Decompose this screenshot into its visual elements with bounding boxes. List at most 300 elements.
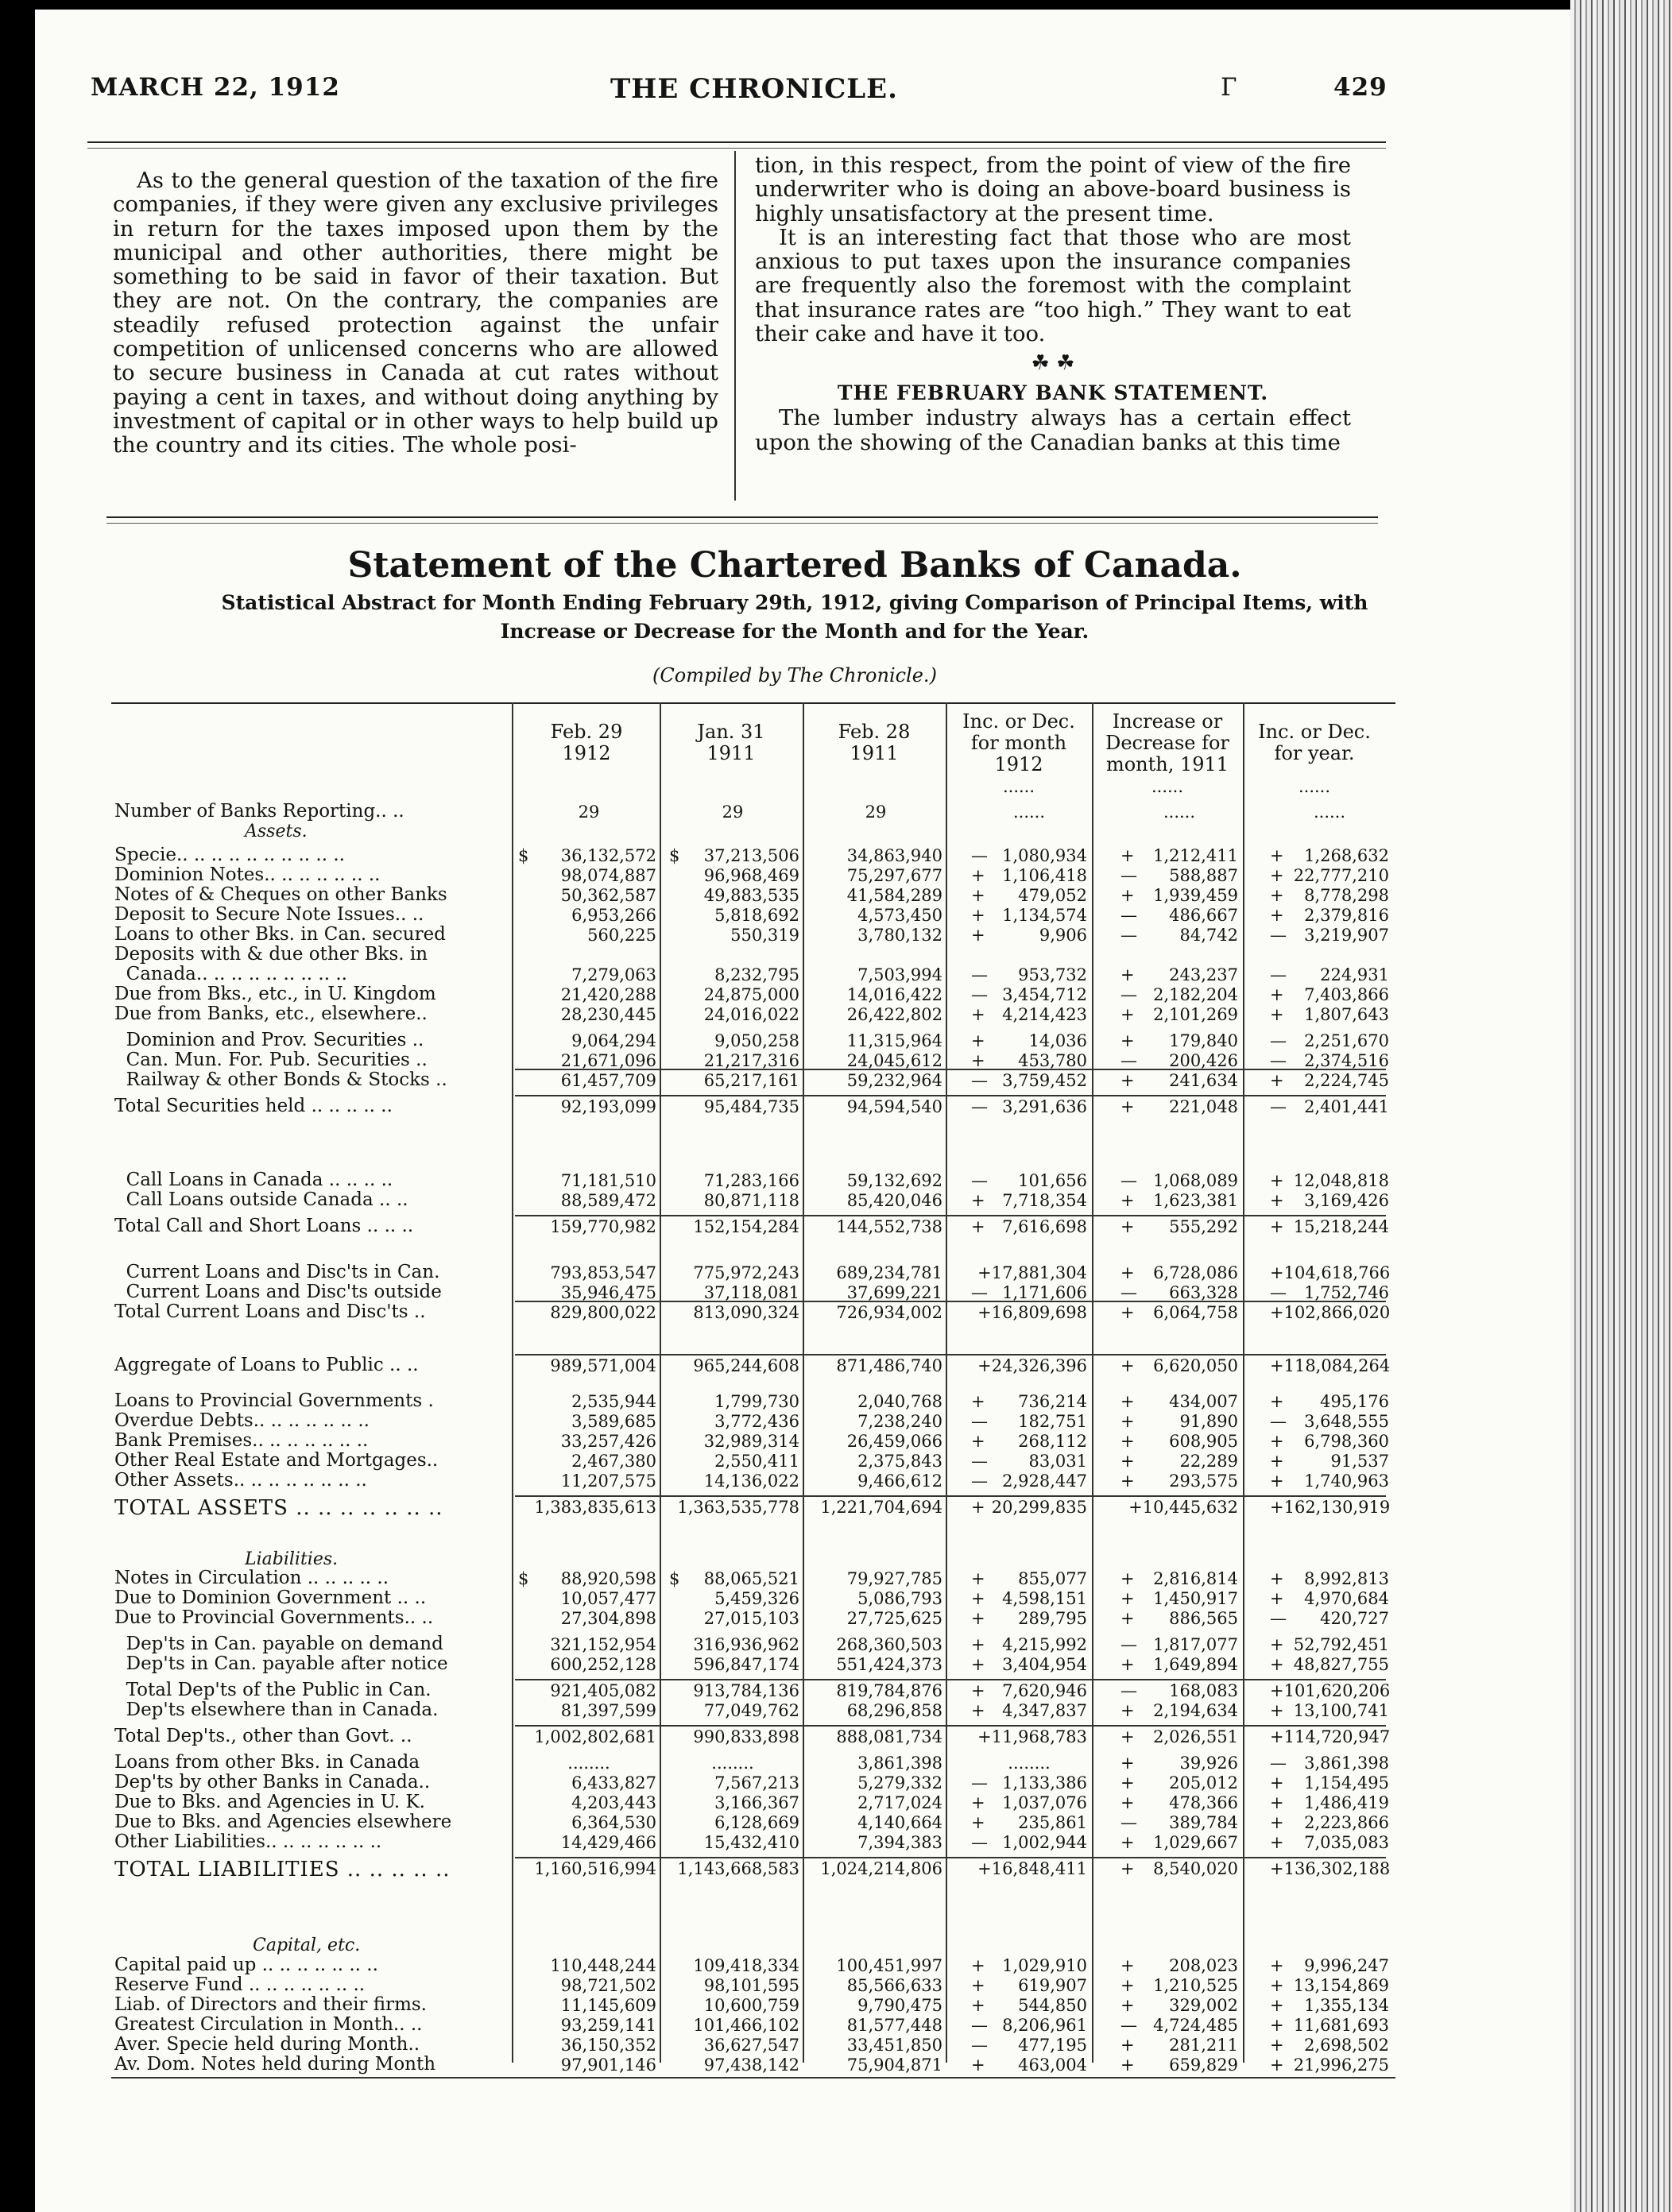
table-cell: 11,315,964 [846,1031,942,1050]
table-cell: — 1,068,089 [1120,1171,1238,1190]
table-cell: 6,953,266 [571,906,656,925]
table-cell: — 420,727 [1270,1609,1389,1628]
table-cell: + 21,996,275 [1270,2055,1389,2075]
table-cell: + 3,404,954 [971,1655,1087,1674]
section-label-capital: Capital, etc. [253,1936,361,1955]
table-cell: 4,203,443 [571,1793,656,1812]
table-cell: + 268,112 [971,1432,1087,1451]
header-dots: ...... [1298,777,1331,796]
table-cell: — 2,374,516 [1270,1051,1389,1070]
table-cell: 26,422,802 [846,1005,942,1024]
table-cell: 94,594,540 [846,1097,942,1116]
column-header-line: for month [970,731,1067,754]
column-rule [1092,702,1093,2063]
table-cell: 93,259,141 [560,2016,656,2035]
table-cell: 21,420,288 [560,985,656,1004]
table-cell: 6,433,827 [571,1773,656,1792]
row-label: Call Loans outside Canada .. .. [114,1189,408,1210]
table-cell: 913,784,136 [693,1681,799,1700]
table-cell: ........ [567,1754,610,1773]
table-cell: — 3,219,907 [1270,926,1389,945]
column-header-line: Feb. 29 [550,721,623,743]
table-cell: + 659,829 [1120,2055,1238,2075]
row-label: Current Loans and Disc'ts in Can. [114,1262,440,1282]
table-cell: + 8,778,298 [1270,886,1389,905]
table-cell: ........ [711,1754,754,1773]
table-cell: +102,866,020 [1270,1303,1391,1322]
row-label: Deposit to Secure Note Issues.. .. [114,904,424,925]
table-cell: 61,457,709 [560,1071,656,1090]
table-cell: 36,150,352 [560,2036,656,2055]
table-cell: — 4,724,485 [1120,2016,1238,2035]
table-cell: — 3,759,452 [971,1071,1087,1090]
dollar-sign: $ [518,846,529,865]
table-cell: 7,567,213 [714,1773,799,1792]
table-cell: 85,420,046 [846,1191,942,1210]
section-label-assets: Assets. [245,822,308,841]
table-cell: 551,424,373 [836,1655,942,1674]
table-cell: — 2,251,670 [1270,1031,1389,1050]
table-cell: + 22,289 [1120,1452,1238,1471]
column-header-line: 1912 [994,752,1043,775]
table-cell: 28,230,445 [560,1005,656,1024]
column-header-line: Inc. or Dec. [962,710,1075,733]
table-cell: + 4,215,992 [971,1635,1087,1654]
table-cell: 100,451,997 [836,1956,942,1975]
column-rule [512,702,513,2063]
table-cell: 9,466,612 [857,1471,942,1491]
table-cell: 97,438,142 [703,2055,799,2075]
table-cell: + 241,634 [1120,1071,1238,1090]
table-cell: + 1,450,917 [1120,1589,1238,1608]
row-label: Can. Mun. For. Pub. Securities .. [114,1050,428,1070]
table-cell: 77,049,762 [703,1701,799,1720]
table-cell: + 329,002 [1120,1996,1238,2015]
table-cell: — 2,182,204 [1120,985,1238,1004]
table-cell: 15,432,410 [703,1833,799,1852]
row-label: Total Dep'ts of the Public in Can. [114,1680,432,1700]
row-label: Call Loans in Canada .. .. .. .. [114,1170,393,1190]
table-cell: 7,238,240 [857,1412,942,1431]
column-header-month-change-1911 [1093,702,1241,783]
column-header-line: for year. [1274,742,1355,764]
table-cell: 14,136,022 [703,1471,799,1491]
table-cell: + 1,623,381 [1120,1191,1238,1210]
table-cell: + 1,939,459 [1120,886,1238,905]
column-rule [660,702,661,2063]
table-cell: — 1,133,386 [971,1773,1087,1792]
table-cell: + 4,970,684 [1270,1589,1389,1608]
row-label: Deposits with & due other Bks. in [114,944,428,965]
row-label: Due to Bks. and Agencies in U. K. [114,1792,425,1812]
row-label: Total Securities held .. .. .. .. .. [114,1096,393,1116]
table-cell: 26,459,066 [846,1432,942,1451]
table-cell: + 8,540,020 [1120,1859,1238,1878]
table-cell: 37,213,506 [703,846,799,865]
table-cell: 29 [722,802,744,822]
table-cell: 2,375,843 [857,1452,942,1471]
table-cell: 1,002,802,681 [534,1727,656,1746]
table-cell: 9,050,258 [714,1031,799,1050]
table-cell: + 2,816,814 [1120,1569,1238,1588]
table-cell: 110,448,244 [550,1956,656,1975]
column-header-line: 1912 [562,742,611,764]
table-cell: + 1,029,667 [1120,1833,1238,1852]
table-cell: 560,225 [587,926,656,945]
table-cell: + 2,224,745 [1270,1071,1389,1090]
table-cell: 2,535,944 [571,1392,656,1411]
table-cell: 965,244,608 [693,1356,799,1375]
table-cell: 10,057,477 [560,1589,656,1608]
book-page-edges [1570,0,1672,2212]
dollar-sign: $ [518,1569,529,1588]
table-cell: + 13,100,741 [1270,1701,1389,1720]
row-label: Dep'ts in Can. payable on demand [114,1634,443,1654]
table-cell: 27,304,898 [560,1609,656,1628]
table-cell: 1,143,668,583 [677,1859,799,1878]
table-cell: 10,600,759 [703,1996,799,2015]
row-label: Dominion Notes.. .. .. .. .. .. .. [114,864,381,885]
table-cell: 50,362,587 [560,886,656,905]
table-cell: 97,901,146 [560,2055,656,2075]
table-cell: — 588,887 [1120,866,1238,885]
article-right-column [755,153,1351,454]
table-cell: 65,217,161 [703,1071,799,1090]
table-cell: 7,394,383 [857,1833,942,1852]
table-cell: ...... [1313,802,1346,822]
table-cell: + 855,077 [971,1569,1087,1588]
table-cell: + 6,728,086 [1120,1263,1238,1282]
table-cell: +24,326,396 [977,1356,1087,1375]
table-cell: — 83,031 [971,1452,1087,1471]
page-number: 429 [1333,73,1388,102]
article-left-paragraph: As to the general question of the taxation of the fire companies, if they were given any exclusive privileges in return for the taxes imposed upon them by the municipal and other authorities, there might be something to be said in favor of their taxation. But they are not. On the contrary, the companies are steadily refused protection against the unfair competition of unlicensed concerns who are allowed to secure business in Canada at cut rates without paying a cent in taxes, and without doing anything by investment of capital or in other ways to help build up the country and its cities. The whole posi- [113,168,718,458]
compiled-by-note: (Compiled by The Chronicle.) [652,664,937,686]
table-cell: 21,671,096 [560,1051,656,1070]
table-cell: 49,883,535 [703,886,799,905]
table-cell: — 3,291,636 [971,1097,1087,1116]
table-cell: 2,717,024 [857,1793,942,1812]
table-cell: + 555,292 [1120,1217,1238,1236]
row-label: Other Assets.. .. .. .. .. .. .. .. [114,1470,367,1491]
table-cell: 88,920,598 [560,1569,656,1588]
table-cell: + 52,792,451 [1270,1635,1389,1654]
table-cell: 80,871,118 [703,1191,799,1210]
table-cell: + 4,214,423 [971,1005,1087,1024]
table-cell: 5,279,332 [857,1773,942,1792]
table-cell: + 479,052 [971,886,1087,905]
table-cell: 7,503,994 [857,965,942,984]
table-cell: + 20,299,835 [971,1498,1087,1517]
row-label: Notes of & Cheques on other Banks [114,884,447,905]
row-label: Dep'ts by other Banks in Canada.. [114,1772,431,1792]
table-cell: — 1,817,077 [1120,1635,1238,1654]
table-cell: + 15,218,244 [1270,1217,1389,1236]
table-cell: 596,847,174 [693,1655,799,1674]
table-cell: + 4,598,151 [971,1589,1087,1608]
issue-date: MARCH 22, 1912 [91,73,340,102]
table-cell: + 1,740,963 [1270,1471,1389,1491]
table-cell: + 6,798,360 [1270,1432,1389,1451]
table-cell: 2,040,768 [857,1392,942,1411]
table-cell: 24,016,022 [703,1005,799,1024]
table-cell: + 1,212,411 [1120,846,1238,865]
table-cell: + 1,807,643 [1270,1005,1389,1024]
table-cell: 81,577,448 [846,2016,942,2035]
table-cell: + 544,850 [971,1996,1087,2015]
table-cell: 14,429,466 [560,1833,656,1852]
table-cell: + 243,237 [1120,965,1238,984]
table-cell: 5,459,326 [714,1589,799,1608]
table-cell: — 84,742 [1120,926,1238,945]
table-cell: 14,016,422 [846,985,942,1004]
table-cell: 109,418,334 [693,1956,799,1975]
header-rule-thin [87,148,1386,149]
table-cell: 29 [865,802,887,822]
table-cell: — 3,454,712 [971,985,1087,1004]
row-label: TOTAL LIABILITIES .. .. .. .. .. [114,1858,451,1881]
column-header-year-change [1244,702,1384,783]
table-cell: — 389,784 [1120,1813,1238,1832]
table-cell: +114,720,947 [1270,1727,1391,1746]
table-cell: 29 [578,802,600,822]
table-cell: 268,360,503 [836,1635,942,1654]
table-cell: 59,132,692 [846,1171,942,1190]
table-cell: +17,881,304 [977,1263,1087,1282]
table-cell: 550,319 [730,926,799,945]
row-label: Total Call and Short Loans .. .. .. [114,1216,414,1236]
header-rule [87,141,1386,143]
table-cell: ........ [1008,1754,1051,1773]
table-cell: 24,875,000 [703,985,799,1004]
subtotal-rule [515,1095,1386,1096]
table-cell: + 91,537 [1270,1452,1389,1471]
row-label: Dep'ts elsewhere than in Canada. [114,1700,439,1720]
table-cell: + 205,012 [1120,1773,1238,1792]
table-title: Statement of the Chartered Banks of Canada. [347,545,1242,586]
table-cell: +118,084,264 [1270,1356,1391,1375]
header-dots: ...... [1151,777,1184,796]
table-cell: +104,618,766 [1270,1263,1391,1282]
row-label: Bank Premises.. .. .. .. .. .. .. [114,1430,369,1451]
dollar-sign: $ [669,846,680,865]
table-cell: + 6,620,050 [1120,1356,1238,1375]
table-cell: — 663,328 [1120,1283,1238,1302]
table-cell: 9,064,294 [571,1031,656,1050]
article-bottom-rule [106,516,1378,518]
table-cell: 34,863,940 [846,846,942,865]
table-cell: 1,363,535,778 [677,1498,799,1517]
table-cell: 3,166,367 [714,1793,799,1812]
column-header-line: Decrease for [1105,731,1229,754]
table-cell: 98,101,595 [703,1976,799,1995]
table-cell: 144,552,738 [836,1217,942,1236]
column-header-line: Jan. 31 [697,721,765,743]
table-cell: 793,853,547 [550,1263,656,1282]
table-cell: 41,584,289 [846,886,942,905]
subtotal-rule [515,1725,1386,1727]
table-cell: 3,780,132 [857,926,942,945]
table-cell: 4,140,664 [857,1813,942,1832]
table-cell: + 2,194,634 [1120,1701,1238,1720]
table-cell: + 1,106,418 [971,866,1087,885]
table-cell: 37,699,221 [846,1283,942,1302]
table-cell: + 7,620,946 [971,1681,1087,1700]
table-cell: 11,207,575 [560,1471,656,1491]
table-cell: + 2,698,502 [1270,2036,1389,2055]
table-cell: 5,086,793 [857,1589,942,1608]
row-label: TOTAL ASSETS .. .. .. .. .. .. .. [114,1496,443,1520]
column-rule [803,702,804,2063]
table-cell: 36,132,572 [560,846,656,865]
row-label: Specie.. .. .. .. .. .. .. .. .. .. [114,845,345,865]
table-cell: 27,725,625 [846,1609,942,1628]
table-cell: + 2,101,269 [1120,1005,1238,1024]
table-cell: +11,968,783 [977,1727,1087,1746]
table-cell: 989,571,004 [550,1356,656,1375]
table-cell: + 1,486,419 [1270,1793,1389,1812]
table-cell: 88,065,521 [703,1569,799,1588]
table-cell: 1,221,704,694 [820,1498,942,1517]
row-label: Aver. Specie held during Month.. [114,2034,420,2055]
column-header-line: 1911 [706,742,756,764]
table-cell: +10,445,632 [1128,1498,1238,1517]
table-cell: 27,015,103 [703,1609,799,1628]
table-cell: 813,090,324 [693,1303,799,1322]
table-cell: 3,589,685 [571,1412,656,1431]
table-cell: 24,045,612 [846,1051,942,1070]
table-cell: + 281,211 [1120,2036,1238,2055]
row-label: Overdue Debts.. .. .. .. .. .. .. [114,1410,370,1431]
dollar-sign: $ [669,1569,680,1588]
table-cell: 101,466,102 [693,2016,799,2035]
row-label: Greatest Circulation in Month.. .. [114,2014,423,2035]
table-cell: — 1,171,606 [971,1283,1087,1302]
row-label: Canada.. .. .. .. .. .. .. .. .. [114,964,347,984]
table-cell: 2,467,380 [571,1452,656,1471]
row-label: Capital paid up .. .. .. .. .. .. .. [114,1955,378,1975]
table-cell: 829,800,022 [550,1303,656,1322]
row-label: Av. Dom. Notes held during Month [114,2054,436,2075]
table-cell: + 6,064,758 [1120,1303,1238,1322]
table-cell: — 1,080,934 [971,846,1087,865]
table-cell: 7,279,063 [571,965,656,984]
table-cell: 1,160,516,994 [534,1859,656,1878]
table-cell: 79,927,785 [846,1569,942,1588]
table-cell: + 235,861 [971,1813,1087,1832]
table-cell: — 953,732 [971,965,1087,984]
table-cell: +136,302,188 [1270,1859,1391,1878]
row-label: Due to Provincial Governments.. .. [114,1607,434,1628]
column-header-line: Increase or [1112,710,1223,733]
table-cell: 59,232,964 [846,1071,942,1090]
table-cell: + 293,575 [1120,1471,1238,1491]
column-rule [1243,702,1244,2063]
table-cell: — 3,648,555 [1270,1412,1389,1431]
table-cell: — 1,002,944 [971,1833,1087,1852]
article-right-paragraph-3: The lumber industry always has a certain effect upon the showing of the Canadian banks at this time [755,405,1351,455]
table-cell: — 200,426 [1120,1051,1238,1070]
column-header-feb-1911 [804,702,944,783]
table-cell: 321,152,954 [550,1635,656,1654]
column-header-line: month, 1911 [1105,752,1229,775]
table-cell: + 4,347,837 [971,1701,1087,1720]
table-cell: + 179,840 [1120,1031,1238,1050]
table-cell: 6,364,530 [571,1813,656,1832]
table-cell: + 1,037,076 [971,1793,1087,1812]
table-cell: 71,283,166 [703,1171,799,1190]
subtotal-rule [515,1679,1386,1680]
table-cell: +16,848,411 [977,1859,1087,1878]
row-label: Railway & other Bonds & Stocks .. [114,1069,447,1090]
table-cell: + 736,214 [971,1392,1087,1411]
table-cell: +101,620,206 [1270,1681,1391,1700]
table-cell: 819,784,876 [836,1681,942,1700]
article-left-column [113,168,718,458]
subtotal-rule [515,1495,1386,1497]
table-cell: + 478,366 [1120,1793,1238,1812]
table-subtitle: Statistical Abstract for Month Ending February 29th, 1912, giving Comparison of Principal Items, with [221,591,1368,614]
table-cell: 9,790,475 [857,1996,942,2015]
table-cell: + 463,004 [971,2055,1087,2075]
table-cell: + 39,926 [1120,1754,1238,1773]
table-cell: + 7,035,083 [1270,1833,1389,1852]
row-label: Due to Bks. and Agencies elsewhere [114,1812,452,1832]
table-cell: 68,296,858 [846,1701,942,1720]
table-cell: + 886,565 [1120,1609,1238,1628]
row-label: Loans to other Bks. in Can. secured [114,924,446,945]
row-label: Other Liabilities.. .. .. .. .. .. .. [114,1831,382,1852]
table-cell: 36,627,547 [703,2036,799,2055]
table-cell: 775,972,243 [693,1263,799,1282]
table-cell: 1,799,730 [714,1392,799,1411]
table-cell: 21,217,316 [703,1051,799,1070]
table-cell: + 1,154,495 [1270,1773,1389,1792]
column-rule [946,702,947,2063]
table-cell: 5,818,692 [714,906,799,925]
row-label: Number of Banks Reporting.. .. [114,801,404,822]
table-cell: — 224,931 [1270,965,1389,984]
table-cell: — 182,751 [971,1412,1087,1431]
table-cell: 1,024,214,806 [820,1859,942,1878]
table-cell: 37,118,081 [703,1283,799,1302]
table-cell: 75,297,677 [846,866,942,885]
article-right-paragraph-1: tion, in this respect, from the point of view of the fire underwriter who is doing an above-board business is highly unsatisfactory at the present time. [755,153,1351,226]
table-cell: — 101,656 [971,1171,1087,1190]
table-cell: + 608,905 [1120,1432,1238,1451]
table-cell: + 2,379,816 [1270,906,1389,925]
table-cell: 159,770,982 [550,1217,656,1236]
row-label: Due to Dominion Government .. .. [114,1587,427,1608]
table-cell: + 9,996,247 [1270,1956,1389,1975]
table-cell: + 12,048,818 [1270,1171,1389,1190]
table-cell: + 1,268,632 [1270,846,1389,865]
column-header-line: Inc. or Dec. [1258,721,1371,743]
table-bottom-rule [111,2077,1395,2079]
table-cell: + 434,007 [1120,1392,1238,1411]
table-cell: + 1,134,574 [971,906,1087,925]
table-cell: — 8,206,961 [971,2016,1087,2035]
subtotal-rule [515,1354,1386,1355]
table-cell: + 7,403,866 [1270,985,1389,1004]
header-dots: ...... [1002,777,1035,796]
table-cell: 921,405,082 [550,1681,656,1700]
table-cell: 95,484,735 [703,1097,799,1116]
table-cell: + 22,777,210 [1270,866,1389,885]
table-cell: + 2,223,866 [1270,1813,1389,1832]
section-heading: THE FEBRUARY BANK STATEMENT. [837,381,1269,405]
table-cell: — 1,752,746 [1270,1283,1389,1302]
